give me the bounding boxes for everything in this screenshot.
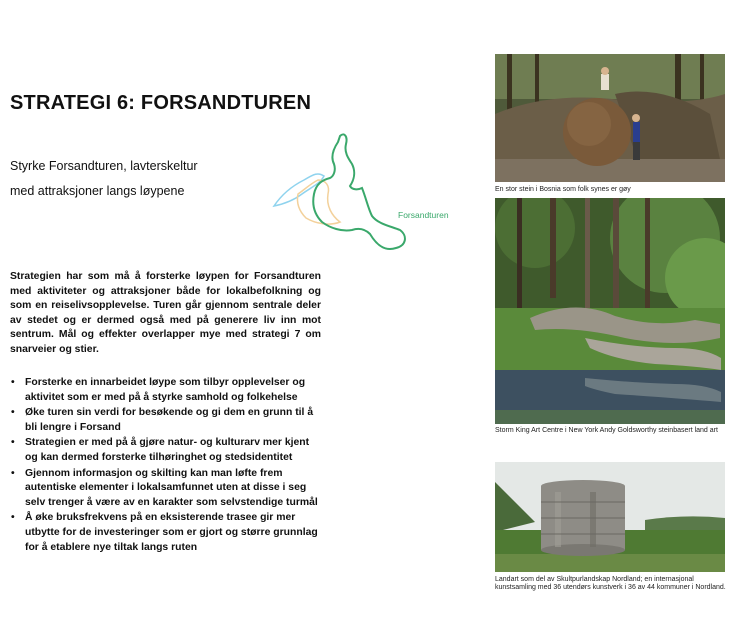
bullet-point: • <box>11 377 15 388</box>
photo-bosnia-stone <box>495 54 725 182</box>
photo-storm-king <box>495 198 725 424</box>
subtitle-line-1: Styrke Forsandturen, lavterskeltur <box>10 159 198 173</box>
map-route-line <box>313 134 405 249</box>
photo-caption-2: Storm King Art Centre i New York Andy Goldsworthy steinbasert land art <box>495 427 718 434</box>
photo-storm-king-image <box>495 198 725 424</box>
list-item-text: Forsterke en innarbeidet løype som tilbyr opplevelser og aktivitet som er med på å styrke samhold og folkehelse <box>25 377 306 403</box>
list-item-text: Å øke bruksfrekvens på en eksisterende trasee gir mer utbytte for de investeringer som er gjort og større grunnlag for å etablere nye tiltak langs ruten <box>25 512 318 553</box>
photo-caption-1: En stor stein i Bosnia som folk synes er gøy <box>495 186 631 193</box>
photo-nordland-landart <box>495 462 725 572</box>
list-item <box>10 376 321 405</box>
list-item-text: Gjennom informasjon og skilting kan man løfte frem autentiske elementer i lokalsamfunnet uten at disse i seg selv trenger å være av en karakter som selvstendige turmål <box>25 467 318 508</box>
bullet-list <box>10 376 321 556</box>
map-label: Forsandturen <box>398 210 449 220</box>
list-item-text: Øke turen sin verdi for besøkende og gi dem en grunn til å bli lengre i Forsand <box>25 407 314 433</box>
subtitle-line-2: med attraksjoner langs løypene <box>10 184 185 198</box>
list-item <box>10 406 321 435</box>
bullet-point: • <box>11 467 15 479</box>
bullet-point: • <box>11 437 15 449</box>
bullet-point: • <box>11 512 15 524</box>
intro-paragraph: Strategien har som må å forsterke løypen for Forsandturen med aktiviteter og attraksjoner både for lokalbefolkning og som en reiselivsopplevelse. Turen går gjennom sentrale deler av stedet og er dermed også med på generere liv inn mot sentrum. Mål og effekter overlapper mye med strategi 7 om snarveier og stier. <box>10 271 321 355</box>
photo-nordland-landart-image <box>495 462 725 572</box>
list-item <box>10 511 321 555</box>
photo-bosnia-stone-image <box>495 54 725 182</box>
list-item-text: Strategien er med på å gjøre natur- og kulturarv mer kjent og kan dermed forsterke tilhøringhet og stedsidentitet <box>25 437 310 463</box>
bullet-point: • <box>11 407 15 419</box>
subtitle <box>10 154 280 204</box>
page-title: STRATEGI 6: FORSANDTUREN <box>10 92 312 114</box>
map-water-outline <box>274 174 324 206</box>
route-map <box>268 128 458 260</box>
list-item <box>10 436 321 465</box>
list-item <box>10 467 321 511</box>
photo-caption-3: Landart som del av Skultpurlandskap Nordland; en internasjonal kunstsamling med 36 utendørs kunstverk i 36 av 44 kommuner i Nordland. <box>495 576 726 592</box>
